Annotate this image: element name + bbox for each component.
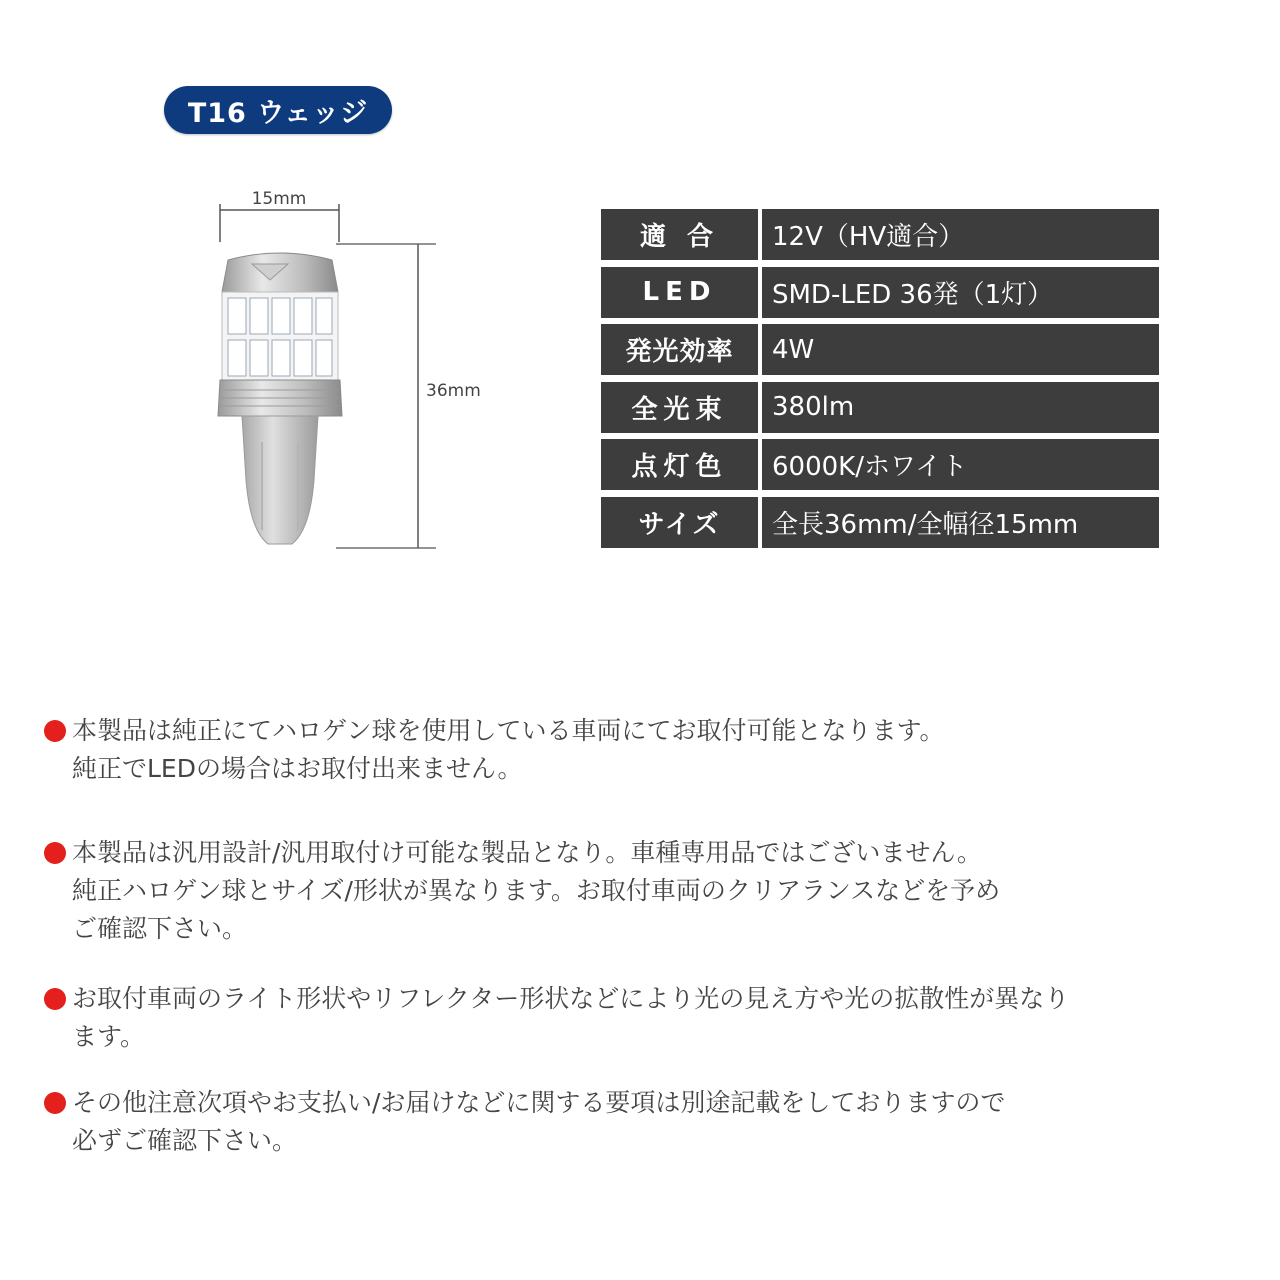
notes-list: [44, 712, 1244, 1160]
spec-label: 点灯色: [601, 439, 758, 490]
spec-value: SMD-LED 36発（1灯）: [762, 267, 1159, 318]
spec-row-color: [601, 439, 1159, 490]
spec-label: 適 合: [601, 209, 758, 260]
spec-row-luminous-flux: [601, 382, 1159, 433]
note-item: [44, 1084, 1244, 1160]
spec-row-power: [601, 324, 1159, 375]
note-line: ご確認下さい。: [72, 914, 248, 943]
spec-value: 4W: [762, 324, 1159, 375]
spec-label: 全光束: [601, 382, 758, 433]
spec-value: 380lm: [762, 382, 1159, 433]
note-item: [44, 834, 1244, 948]
note-line: 必ずご確認下さい。: [72, 1126, 298, 1155]
product-type-badge: T16 ウェッジ: [164, 86, 392, 134]
note-line: お取付車両のライト形状やリフレクター形状などにより光の見え方や光の拡散性が異なり: [72, 984, 1070, 1013]
spec-row-size: [601, 497, 1159, 548]
length-dimension-label: 36mm: [426, 381, 481, 401]
note-line: 純正でLEDの場合はお取付出来ません。: [72, 754, 523, 783]
note-line: ます。: [72, 1022, 146, 1051]
note-item: [44, 980, 1244, 1056]
bullet-icon: [44, 842, 66, 864]
note-line: 本製品は汎用設計/汎用取付け可能な製品となり。車種専用品ではございません。: [72, 838, 982, 867]
bullet-icon: [44, 720, 66, 742]
note-line: 本製品は純正にてハロゲン球を使用している車両にてお取付可能となります。: [72, 716, 945, 745]
spec-label: LED: [601, 267, 758, 318]
spec-label: サイズ: [601, 497, 758, 548]
bullet-icon: [44, 988, 66, 1010]
spec-row-led: [601, 267, 1159, 318]
spec-value: 6000K/ホワイト: [762, 439, 1159, 490]
spec-value: 全長36mm/全幅径15mm: [762, 497, 1159, 548]
width-dimension-label: 15mm: [251, 189, 307, 209]
spec-value: 12V（HV適合）: [762, 209, 1159, 260]
spec-label: 発光効率: [601, 324, 758, 375]
note-line: 純正ハロゲン球とサイズ/形状が異なります。お取付車両のクリアランスなどを予め: [72, 876, 1001, 905]
spec-row-compatibility: [601, 209, 1159, 260]
note-line: その他注意次項やお支払い/お届けなどに関する要項は別途記載をしておりますので: [72, 1088, 1006, 1117]
bullet-icon: [44, 1092, 66, 1114]
note-item: [44, 712, 1244, 788]
led-bulb-diagram: [200, 180, 520, 600]
spec-table: [601, 209, 1159, 554]
